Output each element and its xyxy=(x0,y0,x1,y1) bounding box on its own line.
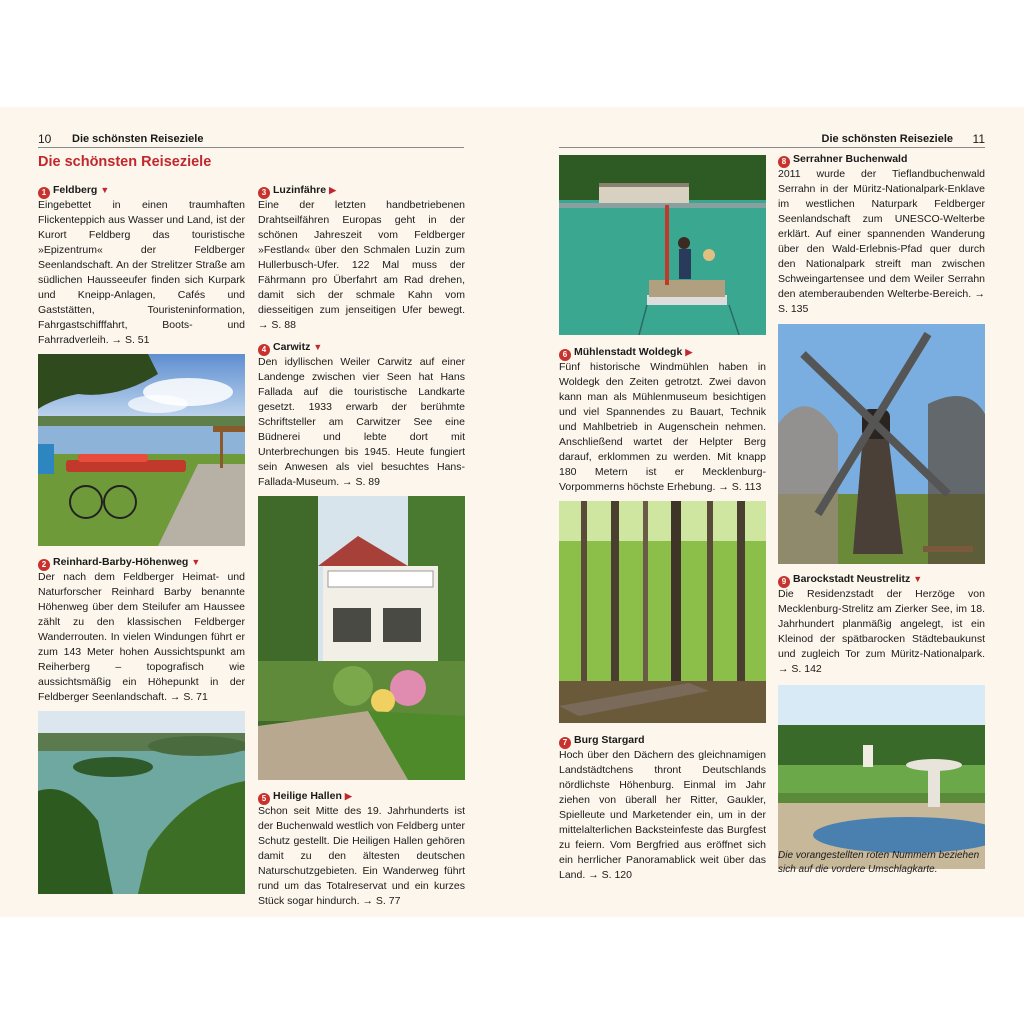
page-number-left: 10 xyxy=(38,132,52,146)
entry-title: Burg Stargard xyxy=(574,734,645,746)
entry-title: Heilige Hallen xyxy=(273,790,342,802)
number-badge: 6 xyxy=(559,349,571,361)
entry-title: Serrahner Buchenwald xyxy=(793,153,908,165)
entry-heading xyxy=(38,555,245,570)
column-left-2 xyxy=(258,183,465,909)
entry-heading xyxy=(559,733,766,748)
entry-barockstadt-neustrelitz xyxy=(778,572,985,677)
entry-text: Hoch über den Dächern des gleichnamigen Landstädtchens thront Deutschlands nördlichste Höhenburg. Einmal im Jahr ziehen von überall her Ritter, Gaukler, Spielleute und Marketender ein, um in der mittelalterlichen Backsteinfeste das Burgfest zu feiern. Vom Bergfried aus eröffnet sich ein herrlicher Panoramablick weit über das Land. → S. 120 xyxy=(559,749,766,881)
entry-serrahner-buchenwald xyxy=(778,152,985,317)
entry-heading xyxy=(258,340,465,355)
photo-beech-forest xyxy=(559,501,766,723)
running-head-right xyxy=(559,132,985,148)
entry-text: Der nach dem Feldberger Heimat- und Naturforscher Reinhard Barby benannte Höhenweg über dem Steilufer am Haussee zählt zu den klassischen Feldberger Wanderrouten. In vielen Windungen führt er zum 143 Meter hohen Aussichtspunkt am Reiherberg – topografisch wie aussichtsmäßig ein Höhepunkt in der Feldberger Seenlandschaft. → S. 71 xyxy=(38,571,245,703)
photo-lake-view xyxy=(38,711,245,894)
number-badge: 2 xyxy=(38,559,50,571)
photo-luzin-ferry xyxy=(559,155,766,335)
entry-text: Die Residenzstadt der Herzöge von Mecklenburg-Strelitz am Zierker See, im 18. Jahrhundert planmäßig angelegt, ist ein Kleinod der spätbarocken Städtebaukunst und zugleich Tor zum Müritz-Nationalpark. → S. 142 xyxy=(778,588,985,675)
entry-heading xyxy=(559,345,766,360)
entry-muehlenstadt-woldegk xyxy=(559,345,766,495)
entry-heading xyxy=(258,183,465,198)
book-spread xyxy=(0,107,1024,917)
entry-text: Den idyllischen Weiler Carwitz auf einer Landenge zwischen vier Seen hat Hans Fallada auf die touristische Landkarte gesetzt. 1933 erwarb der berühmte Schriftsteller am Carwitzer See eine Büdnerei und lebte dort mit Unterbrechungen bis 1945. Heute fungiert sein Anwesen als viel besuchtes Hans-Fallada-Museum. → S. 89 xyxy=(258,356,465,488)
entry-text: Eine der letzten handbetriebenen Drahtseilfähren Europas geht in der schönen Jahreszeit vom Feldberger »Festland« über den Schmalen Luzin zum Hullerbusch-Ufer. 122 Mal muss der Fährmann pro Überfahrt am Rad drehen, damit sich der schmale Kahn vom diesseitigen zum jenseitigen Ufer bewegt. → S. 88 xyxy=(258,199,465,331)
photo-feldberg-lakeside xyxy=(38,354,245,546)
entry-title: Mühlenstadt Woldegk xyxy=(574,346,683,358)
page-number-right: 11 xyxy=(972,132,985,146)
arrow-right-icon: ▶ xyxy=(344,791,352,801)
entry-title: Reinhard-Barby-Höhenweg xyxy=(53,556,189,568)
entry-heading xyxy=(258,789,465,804)
photo-fallada-house xyxy=(258,496,465,780)
entry-carwitz xyxy=(258,340,465,490)
running-title-left: Die schönsten Reiseziele xyxy=(72,133,204,145)
number-badge: 3 xyxy=(258,187,270,199)
column-right-2 xyxy=(778,152,985,869)
running-head-left xyxy=(38,132,464,148)
entry-title: Carwitz xyxy=(273,341,311,353)
entry-luzinfaehre xyxy=(258,183,465,333)
entry-text: 2011 wurde der Tieflandbuchenwald Serrahn in der Müritz-Nationalpark-Enklave im westlichen Naturpark Feldberger Seenlandschaft zum UNESCO-Welterbe erklärt. Auf einer spannenden Wanderung über den Wald-Erlebnis-Pfad quer durch den Nationalpark streift man zwischen Schweingartensee und dem Weiler Serrahn den atemberaubenden Welterbe-Bereich. → S. 135 xyxy=(778,168,985,315)
arrow-right-icon: ▶ xyxy=(329,185,337,195)
entry-text: Schon seit Mitte des 19. Jahrhunderts ist der Buchenwald westlich von Feldberg unter Schutz gestellt. Die Heiligen Hallen gehören damit zu den ältesten deutschen Naturschutzgebieten. Ein Wanderweg führt rund um das Totalreservat und ein kurzes Stück sogar hindurch. → S. 77 xyxy=(258,805,465,907)
entry-text: Fünf historische Windmühlen haben in Woldegk den Zeiten getrotzt. Zwei davon kann man als Mühlenmuseum besichtigen und viel Spannendes zu Bauart, Technik und Mahlbetrieb in Augenschein nehmen. Anschließend wartet der Helpter Berg darauf, erklommen zu werden. Mit knapp 180 Metern ist er Mecklenburg-Vorpommerns höchste Erhebung. → S. 113 xyxy=(559,361,766,493)
photo-windmill xyxy=(778,324,985,564)
running-title-right: Die schönsten Reiseziele xyxy=(821,133,953,145)
right-page xyxy=(512,107,1024,917)
entry-heading xyxy=(778,572,985,587)
entry-heading xyxy=(38,183,245,198)
section-title: Die schönsten Reiseziele xyxy=(38,154,212,170)
entry-text: Eingebettet in einen traumhaften Flickenteppich aus Wasser und Land, ist der Kurort Feldberg das touristische »Epizentrum« der Feldberger Seenlandschaft. An der Strelitzer Straße am südlichen Hausseeufer finden sich Kurpark und Kneipp-Anlagen, Cafés und Gaststätten, Touristeninformation, Fahrgastschifffahrt, Boots- und Fahrradverleih. → S. 51 xyxy=(38,199,245,346)
entry-title: Luzinfähre xyxy=(273,184,327,196)
entry-heilige-hallen xyxy=(258,789,465,909)
entry-title: Feldberg xyxy=(53,184,98,196)
arrow-down-icon: ▼ xyxy=(100,185,110,195)
footnote: Die vorangestellten roten Nummern beziehen sich auf die vordere Umschlagkarte. xyxy=(778,850,980,875)
arrow-down-icon: ▼ xyxy=(313,342,323,352)
number-badge: 4 xyxy=(258,344,270,356)
number-badge: 8 xyxy=(778,156,790,168)
arrow-down-icon: ▼ xyxy=(191,557,201,567)
number-badge: 7 xyxy=(559,737,571,749)
column-left-1 xyxy=(38,183,245,894)
left-page xyxy=(0,107,512,917)
entry-title: Barockstadt Neustrelitz xyxy=(793,573,911,585)
photo-baroque-garden xyxy=(778,685,985,869)
number-badge: 9 xyxy=(778,576,790,588)
number-badge: 5 xyxy=(258,793,270,805)
arrow-down-icon: ▼ xyxy=(913,574,923,584)
entry-feldberg xyxy=(38,183,245,348)
entry-reinhard-barby-hoehenweg xyxy=(38,555,245,705)
column-right-1 xyxy=(559,155,766,883)
entry-heading xyxy=(778,152,985,167)
number-badge: 1 xyxy=(38,187,50,199)
entry-burg-stargard xyxy=(559,733,766,883)
arrow-right-icon: ▶ xyxy=(685,347,693,357)
